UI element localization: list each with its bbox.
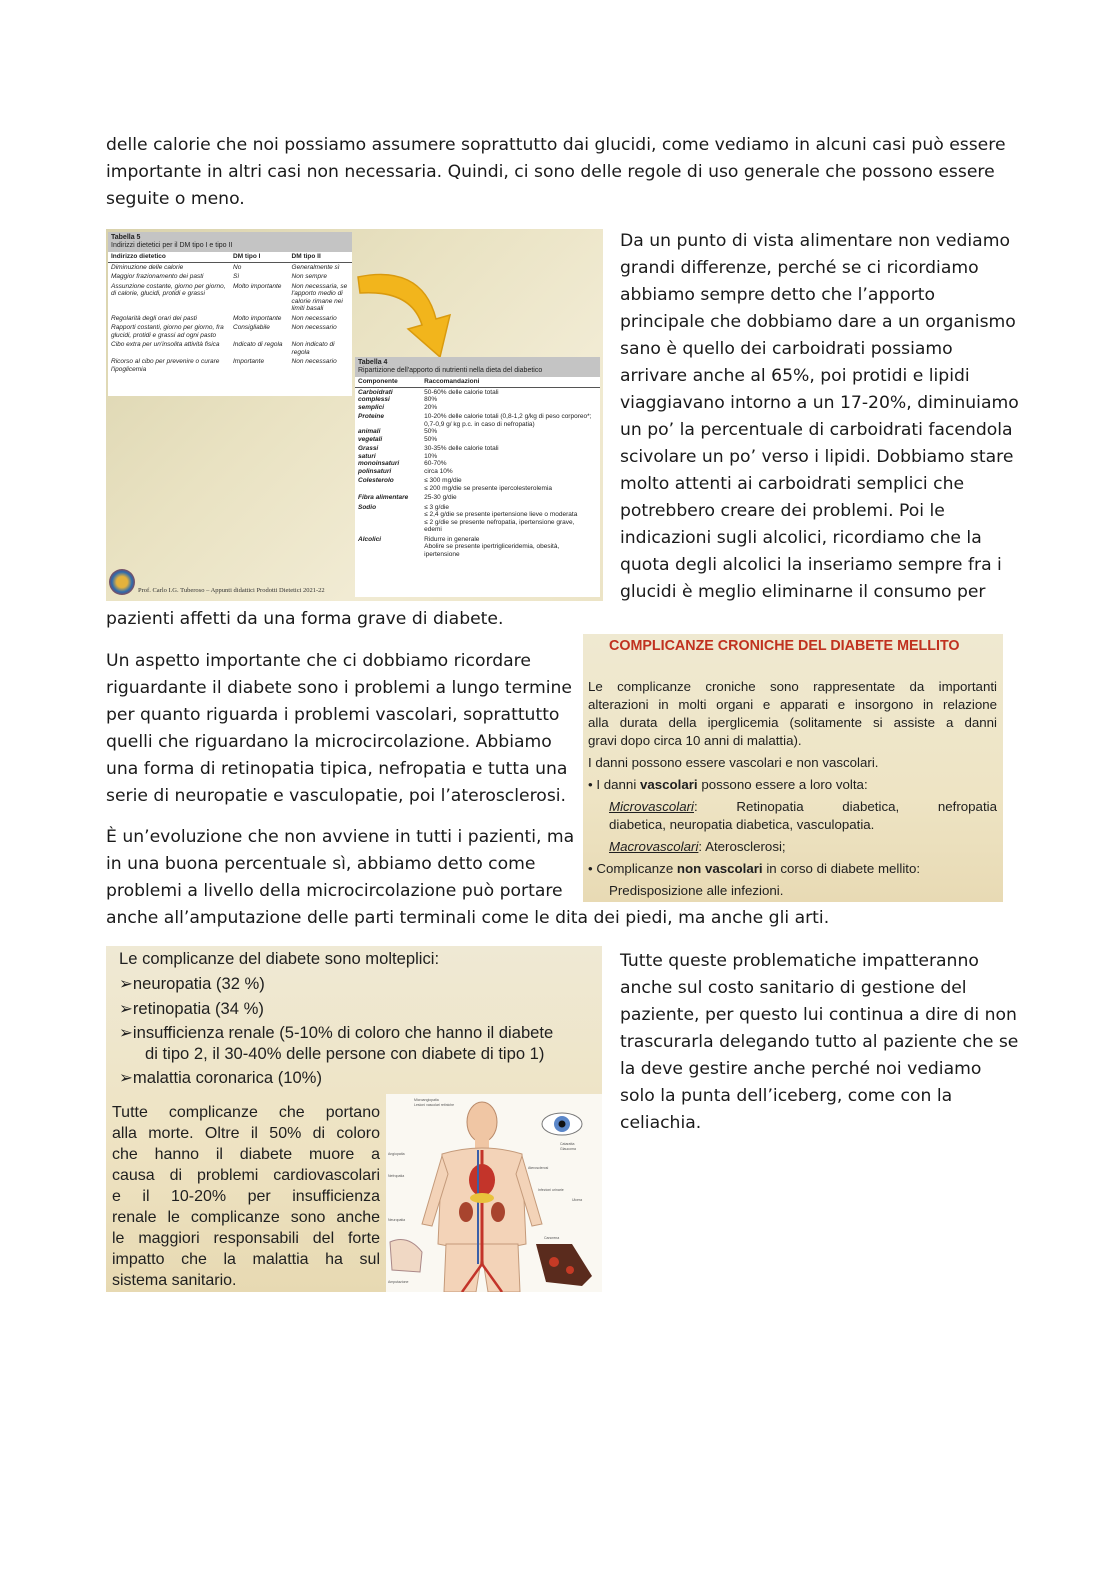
table-5-cell: Diminuzione delle calorie xyxy=(111,263,184,271)
table-4-row xyxy=(355,412,600,444)
table-5-row xyxy=(108,262,352,272)
figure-label: Microangiopatia xyxy=(414,1098,439,1102)
table-5-cell: Rapporti costanti, giorno per giorno, fra glucidi, protidi e grassi ad ogni pasto xyxy=(111,324,224,339)
nonvascular-suffix: in corso di diabete mellito: xyxy=(762,861,921,876)
figure-label: Infezioni urinarie xyxy=(538,1188,564,1192)
diet-line: scivolare un po’ verso i lipidi. Dobbiamo stare xyxy=(620,447,1014,467)
table-4-cell: Fibra alimentare xyxy=(358,494,409,501)
diet-line: grandi differenze, perché se ci ricordiamo xyxy=(620,258,979,278)
table-4-cell: Sodio xyxy=(358,503,377,511)
table-5-cell: Ricorso al cibo per prevenire o curare l'ipoglicemia xyxy=(111,358,220,373)
table-5-cell: Maggior frazionamento dei pasti xyxy=(111,273,204,280)
slide-intro-line: alla durata della iperglicemia (solitamente si assiste a danni xyxy=(588,715,997,730)
table-4-subtitle: Ripartizione dell'apporto di nutrienti nella dieta del diabetico xyxy=(358,367,543,374)
long-line: riguardante il diabete sono i problemi a lungo termine xyxy=(106,678,572,698)
vascular-prefix: • I danni xyxy=(588,777,640,792)
slide-intro-line: gravi dopo circa 10 anni di malattia). xyxy=(588,733,802,748)
figure-label: Ulcera xyxy=(572,1198,583,1202)
table-5-cell: Non necessario xyxy=(291,314,337,322)
macro-label: Macrovascolari xyxy=(609,839,699,854)
table-5-cell: Indicato di regola xyxy=(233,341,283,348)
diet-line: principale che dobbiamo dare a un organismo xyxy=(620,312,1016,332)
table-4-cell: 25-30 g/die xyxy=(424,494,457,501)
diet-line: potrebbero creare dei problemi. Poi le xyxy=(620,501,945,521)
table-5-cell: No xyxy=(233,263,242,271)
university-seal-icon xyxy=(109,569,135,595)
cost-line: anche sul costo sanitario di gestione del xyxy=(620,978,967,998)
table-5-title: Tabella 5 xyxy=(111,234,141,241)
cost-line: Tutte queste problematiche impatteranno xyxy=(620,951,979,971)
table-5-cell: Generalmente sì xyxy=(291,263,340,271)
cost-line: paziente, per questo lui continua a dire di non xyxy=(620,1005,1017,1025)
table-4-cell: Alcolici xyxy=(358,535,382,543)
complication-item: ➢insufficienza renale (5-10% di coloro che hanno il diabete xyxy=(119,1023,554,1042)
cost-line: la deve gestire anche perché noi vediamo xyxy=(620,1059,982,1079)
intro-line-3: seguite o meno. xyxy=(106,189,245,209)
figure-label: Neuropatia xyxy=(388,1218,406,1222)
table-5-cell: Sì xyxy=(233,273,240,280)
slide-micro-line xyxy=(609,798,997,816)
figure-label: Cataratta xyxy=(560,1142,575,1146)
micro-text: : Retinopatia diabetica, nefropatia xyxy=(693,799,997,814)
diet-line: glucidi è meglio eliminarne il consumo per xyxy=(620,582,986,602)
micro-label: Microvascolari xyxy=(609,799,694,814)
figure-label: Cancrena xyxy=(544,1236,560,1240)
slide-intro-line: Le complicanze croniche sono rappresentate da importanti xyxy=(588,679,997,694)
slide-damage-types: I danni possono essere vascolari e non vascolari. xyxy=(588,755,879,770)
table-4-cell: ≤ 3 g/die ≤ 2,4 g/die se presente ipertensione lieve o moderata ≤ 2 g/die se presente nefropatia, ipertensione grave, edemi xyxy=(424,503,578,533)
table-5-cell: Cibo extra per un'insolita attività fisica xyxy=(111,341,220,348)
table-4-row xyxy=(355,476,600,493)
table-5-subtitle: Indirizzi dietetici per il DM tipo I e tipo II xyxy=(111,242,233,249)
slide-title: COMPLICANZE CRONICHE DEL DIABETE MELLITO xyxy=(609,638,960,654)
diet-line: arrivare anche al 65%, poi protidi e lipidi xyxy=(620,366,970,386)
table-5-col-header: DM tipo II xyxy=(289,252,352,262)
anatomy-illustration xyxy=(386,1094,602,1292)
slide-nonvascular-line xyxy=(588,860,997,878)
slide-micro-line-2: diabetica, neuropatia diabetica, vasculopatia. xyxy=(609,817,875,832)
cost-line: solo la punta dell’iceberg, come con la xyxy=(620,1086,953,1106)
vascular-suffix: possono essere a loro volta: xyxy=(697,777,868,792)
table-5-cell: Molto importante xyxy=(233,314,282,322)
figure-caption: Prof. Carlo I.G. Tuberoso – Appunti didattici Prodotti Dietetici 2021-22 xyxy=(138,587,325,594)
complication-item: ➢malattia coronarica (10%) xyxy=(119,1068,322,1087)
table-5-row xyxy=(108,323,352,340)
diet-tables-figure xyxy=(106,229,603,601)
figure-label: Aterosclerosi xyxy=(528,1166,549,1170)
slide-paragraph-line: sistema sanitario. xyxy=(112,1272,237,1289)
table-5-cell: Molto importante xyxy=(233,282,282,290)
table-4-cell: Proteine animali vegetali xyxy=(358,413,385,443)
table-4 xyxy=(355,357,600,597)
evo-line: anche all’amputazione delle parti terminali come le dita dei piedi, ma anche gli arti. xyxy=(106,908,830,928)
table-5-col-header: DM tipo I xyxy=(230,252,289,262)
table-5-cell: Regolarità degli orari dei pasti xyxy=(111,314,197,322)
cost-line: celiachia. xyxy=(620,1113,702,1133)
table-5-row xyxy=(108,282,352,314)
slide-paragraph-line: renale le complicanze sono anche xyxy=(112,1209,380,1226)
figure-label: Amputazione xyxy=(388,1280,409,1284)
diet-line: molto attenti ai carboidrati semplici che xyxy=(620,474,965,494)
slide-paragraph-line: alla morte. Oltre il 50% di coloro xyxy=(112,1125,380,1142)
table-5-cell: Non sempre xyxy=(291,273,327,280)
diet-line: indicazioni sugli alcolici, ricordiamo che la xyxy=(620,528,982,548)
cost-line: trascurarla delegando tutto al paziente che se xyxy=(620,1032,1019,1052)
figure-label: Nefropatia xyxy=(388,1174,405,1178)
long-line: una forma di retinopatia tipica, nefropatia e tutta una xyxy=(106,759,568,779)
table-5-row xyxy=(108,357,352,374)
table-4-grid xyxy=(355,377,600,559)
table-4-header xyxy=(355,357,600,377)
intro-line-1: delle calorie che noi possiamo assumere soprattutto dai glucidi, come vediamo in alcuni casi può essere xyxy=(106,135,1006,155)
table-5-cell: Non necessario xyxy=(291,358,337,365)
table-4-cell: Carboidrati complessi semplici xyxy=(358,388,393,411)
table-5-cell: Importante xyxy=(233,358,265,365)
table-5-header xyxy=(108,232,352,252)
slide-macro-line xyxy=(609,838,997,856)
table-5-cell: Non necessaria, se l'apporto medio di calorie rimane nei limiti basali xyxy=(291,282,348,312)
figure-label: Angiopatia xyxy=(388,1152,405,1156)
vascular-bold: vascolari xyxy=(639,777,698,792)
evo-line: È un’evoluzione che non avviene in tutti i pazienti, ma xyxy=(106,827,575,847)
table-4-col-header: Componente xyxy=(355,377,421,387)
figure-label: Lesioni vascolari retiniche xyxy=(414,1103,455,1107)
slide-paragraph-line: impatto che la malattia ha sul xyxy=(112,1251,380,1268)
evo-line: problemi a livello della microcircolazione può portare xyxy=(106,881,563,901)
slide-intro-line: alterazioni in molti organi e apparati e insorgono in relazione xyxy=(588,697,997,712)
long-line: serie di neuropatie e vasculopatie, poi l’aterosclerosi. xyxy=(106,786,567,806)
table-4-col-header: Raccomandazioni xyxy=(421,377,600,387)
table-4-row xyxy=(355,444,600,476)
human-body-icon xyxy=(386,1094,602,1292)
table-5-cell: Non indicato di regola xyxy=(291,341,335,356)
table-4-cell: ≤ 300 mg/die ≤ 200 mg/die se presente ipercolesterolemia xyxy=(424,477,552,492)
diet-line: un po’ la percentuale di carboidrati facendola xyxy=(620,420,1013,440)
long-line: per quanto riguarda i problemi vascolari, soprattutto xyxy=(106,705,560,725)
complications-slide xyxy=(106,946,602,1292)
table-4-row xyxy=(355,387,600,412)
slide-paragraph-line: Tutte complicanze che portano xyxy=(112,1104,380,1121)
table-4-cell: Grassi saturi monoinsaturi polinsaturi xyxy=(358,445,400,475)
nonvascular-prefix: • Complicanze xyxy=(588,861,677,876)
diet-line: Da un punto di vista alimentare non vediamo xyxy=(620,231,1010,251)
diet-line: abbiamo sempre detto che l’apporto xyxy=(620,285,936,305)
table-5-cell: Consigliabile xyxy=(233,324,270,331)
diet-line: sano è quello dei carboidrati possiamo xyxy=(620,339,953,359)
complication-item-cont: di tipo 2, il 30-40% delle persone con diabete di tipo 1) xyxy=(145,1044,545,1063)
long-line: quelli che riguardano la microcircolazione. Abbiamo xyxy=(106,732,552,752)
table-4-title: Tabella 4 xyxy=(358,359,388,366)
table-5-col-header: Indirizzo dietetico xyxy=(108,252,230,262)
table-5 xyxy=(108,232,352,396)
table-4-cell: 30-35% delle calorie totali 10% 60-70% circa 10% xyxy=(424,445,499,475)
table-5-cell: Non necessario xyxy=(291,324,337,331)
table-4-row xyxy=(355,535,600,560)
slide-paragraph-line: causa di problemi cardiovascolari xyxy=(112,1167,380,1184)
slide-heading: Le complicanze del diabete sono molteplici: xyxy=(119,949,440,968)
table-4-cell: Colesterolo xyxy=(358,477,394,484)
intro-line-2: importante in altri casi non necessaria. Quindi, ci sono delle regole di uso generale che possono essere xyxy=(106,162,995,182)
table-5-grid xyxy=(108,252,352,374)
table-5-row xyxy=(108,314,352,324)
table-4-cell: 50-60% delle calorie totali 80% 20% xyxy=(424,388,499,411)
slide-paragraph-line: le maggiori responsabili del forte xyxy=(112,1230,380,1247)
diet-paragraph-end: pazienti affetti da una forma grave di diabete. xyxy=(106,609,504,629)
figure-label: Glaucoma xyxy=(560,1147,576,1151)
table-4-row xyxy=(355,503,600,535)
table-4-row xyxy=(355,493,600,503)
complication-item: ➢retinopatia (34 %) xyxy=(119,999,264,1018)
table-4-cell: Ridurre in generale Abolire se presente ipertrigliceridemia, obesità, ipertensione xyxy=(424,535,560,558)
complication-item: ➢neuropatia (32 %) xyxy=(119,974,265,993)
diet-line: viaggiavano intorno a un 17-20%, diminuiamo xyxy=(620,393,1019,413)
table-5-cell: Assunzione costante, giorno per giorno, di calorie, glucidi, protidi e grassi xyxy=(111,282,226,297)
nonvascular-bold: non vascolari xyxy=(676,861,763,876)
arrow-icon xyxy=(356,249,476,359)
chronic-complications-slide xyxy=(583,634,1003,902)
slide-paragraph-line: che hanno il diabete muore a xyxy=(112,1146,380,1163)
diet-line: quota degli alcolici la inseriamo sempre fra i xyxy=(620,555,1002,575)
slide-infections-line: Predisposizione alle infezioni. xyxy=(609,883,784,898)
long-line: Un aspetto importante che ci dobbiamo ricordare xyxy=(106,651,531,671)
table-4-cell: 10-20% delle calorie totali (0,8-1,2 g/kg di peso corporeo*; 0,7-0,9 g/ kg p.c. in caso di nefropatia) 50% 50% xyxy=(424,413,592,443)
table-5-row xyxy=(108,340,352,357)
evo-line: in una buona percentuale sì, abbiamo detto come xyxy=(106,854,536,874)
table-5-row xyxy=(108,272,352,282)
slide-vascular-line xyxy=(588,776,997,794)
macro-text: : Aterosclerosi; xyxy=(698,839,786,854)
slide-paragraph-line: e il 10-20% per insufficienza xyxy=(112,1188,380,1205)
